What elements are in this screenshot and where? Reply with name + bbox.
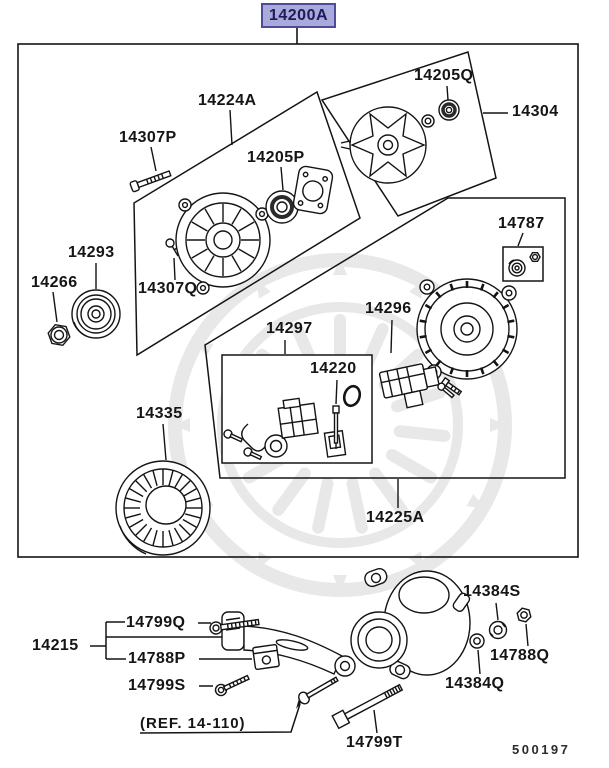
- pulley-14293-drawing: [72, 290, 120, 338]
- part-label-14224a: 14224A: [198, 92, 257, 109]
- part-label-14296: 14296: [365, 300, 412, 317]
- part-label-14788q: 14788Q: [490, 647, 550, 664]
- nut-14788q-drawing: [517, 608, 531, 622]
- lock-washer-14384s-drawing: [490, 622, 507, 639]
- part-label-14297: 14297: [266, 320, 313, 337]
- part-label-14293: 14293: [68, 244, 115, 261]
- part-label-14225a: 14225A: [366, 509, 425, 526]
- alternator-assembly-drawing: [351, 567, 471, 681]
- part-label-14799s: 14799S: [128, 677, 186, 694]
- part-label-14215: 14215: [32, 637, 79, 654]
- pivot-bolt-ref-drawing: [297, 674, 340, 706]
- part-label-14307p: 14307P: [119, 129, 177, 146]
- part-label-14799q: 14799Q: [126, 614, 186, 631]
- sheet-number: 500197: [512, 742, 571, 757]
- reference-note: (REF. 14-110): [140, 715, 246, 732]
- part-label-14384s: 14384S: [463, 583, 521, 600]
- part-label-14335: 14335: [136, 405, 183, 422]
- part-label-14787: 14787: [498, 215, 545, 232]
- bolt-14307p-drawing: [130, 169, 172, 192]
- washer-14384q-drawing: [470, 634, 484, 648]
- part-label-14799t: 14799T: [346, 734, 403, 751]
- part-label-14205p: 14205P: [247, 149, 305, 166]
- rotor-14304-drawing: [341, 100, 459, 183]
- bolt-14799t-drawing: [332, 681, 404, 728]
- stator-14335-drawing: [116, 461, 210, 555]
- nut-14266-drawing: [48, 325, 70, 346]
- part-label-14205q: 14205Q: [414, 67, 474, 84]
- part-label-14384q: 14384Q: [445, 675, 505, 692]
- part-label-14266: 14266: [31, 274, 78, 291]
- part-label-14220: 14220: [310, 360, 357, 377]
- part-label-14304: 14304: [512, 103, 559, 120]
- bolt-14799s-drawing: [214, 672, 251, 697]
- bearing-14205p-drawing: [266, 191, 298, 223]
- block-14788p-drawing: [253, 644, 280, 669]
- part-label-14788p: 14788P: [128, 650, 186, 667]
- part-label-14307q: 14307Q: [138, 280, 198, 297]
- gasket-plate-drawing: [292, 165, 333, 214]
- assembly-code-badge[interactable]: 14200A: [261, 3, 336, 28]
